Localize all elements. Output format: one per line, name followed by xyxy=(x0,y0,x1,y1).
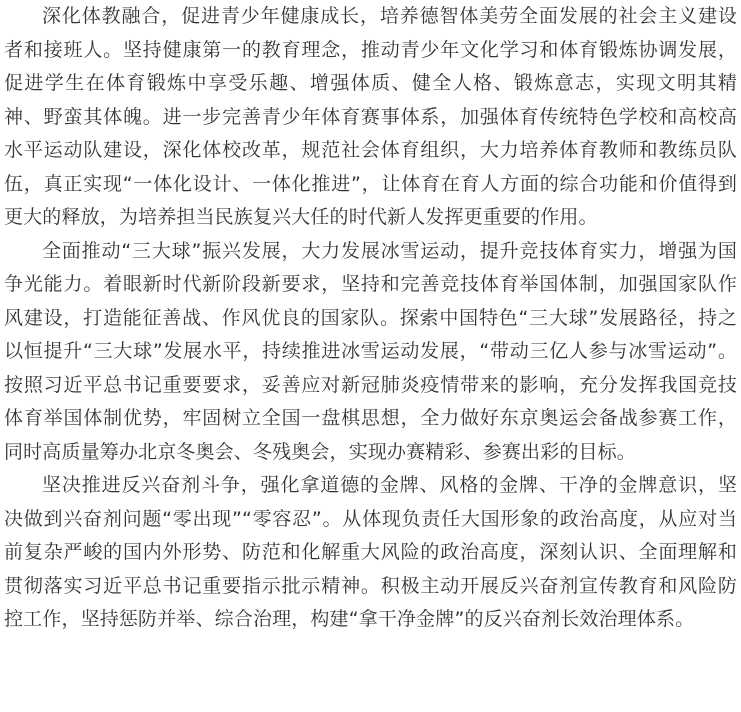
text-line: 争光能力。着眼新时代新阶段新要求，坚持和完善竞技体育举国体制，加强国家队作 xyxy=(4,273,737,295)
text-line: 决做到兴奋剂问题“零出现”“零容忍”。从体现负责任大国形象的政治高度，从应对当 xyxy=(4,507,737,530)
text-line: 全面推动“三大球”振兴发展，大力发展冰雪运动，提升竞技体育实力，增强为国 xyxy=(42,239,737,262)
text-line: 体育举国体制优势，牢固树立全国一盘棋思想，全力做好东京奥运会备战参赛工作， xyxy=(4,407,737,429)
text-line: 水平运动队建设，深化体校改革，规范社会体育组织，大力培养体育教师和教练员队 xyxy=(4,139,737,161)
paragraph-sport-education-integration xyxy=(4,0,737,235)
text-line: 伍，真正实现“一体化设计、一体化推进”，让体育在育人方面的综合功能和价值得到 xyxy=(4,172,737,195)
paragraph-anti-doping xyxy=(4,469,737,637)
text-line: 深化体教融合，促进青少年健康成长，培养德智体美劳全面发展的社会主义建设 xyxy=(42,5,737,27)
text-line: 贯彻落实习近平总书记重要指示批示精神。积极主动开展反兴奋剂宣传教育和风险防 xyxy=(4,574,737,597)
text-line: 坚决推进反兴奋剂斗争，强化拿道德的金牌、风格的金牌、干净的金牌意识，坚 xyxy=(42,474,737,496)
text-line: 前复杂严峻的国内外形势、防范和化解重大风险的政治高度，深刻认识、全面理解和 xyxy=(4,541,737,563)
text-line: 神、野蛮其体魄。进一步完善青少年体育赛事体系，加强体育传统特色学校和高校高 xyxy=(4,105,737,128)
text-line: 者和接班人。坚持健康第一的教育理念，推动青少年文化学习和体育锻炼协调发展， xyxy=(4,38,737,61)
paragraph-three-big-balls xyxy=(4,235,737,470)
text-line: 控工作，坚持惩防并举、综合治理，构建“拿干净金牌”的反兴奋剂长效治理体系。 xyxy=(4,608,695,630)
text-line: 以恒提升“三大球”发展水平，持续推进冰雪运动发展，“带动三亿人参与冰雪运动”。 xyxy=(4,340,737,362)
text-line: 风建设，打造能征善战、作风优良的国家队。探索中国特色“三大球”发展路径，持之 xyxy=(4,306,737,329)
text-line: 促进学生在体育锻炼中享受乐趣、增强体质、健全人格、锻炼意志，实现文明其精 xyxy=(4,72,737,94)
text-line: 更大的释放，为培养担当民族复兴大任的时代新人发挥更重要的作用。 xyxy=(4,206,598,228)
text-line: 同时高质量筹办北京冬奥会、冬残奥会，实现办赛精彩、参赛出彩的目标。 xyxy=(4,440,636,463)
text-line: 按照习近平总书记重要要求，妥善应对新冠肺炎疫情带来的影响，充分发挥我国竞技 xyxy=(4,373,737,396)
